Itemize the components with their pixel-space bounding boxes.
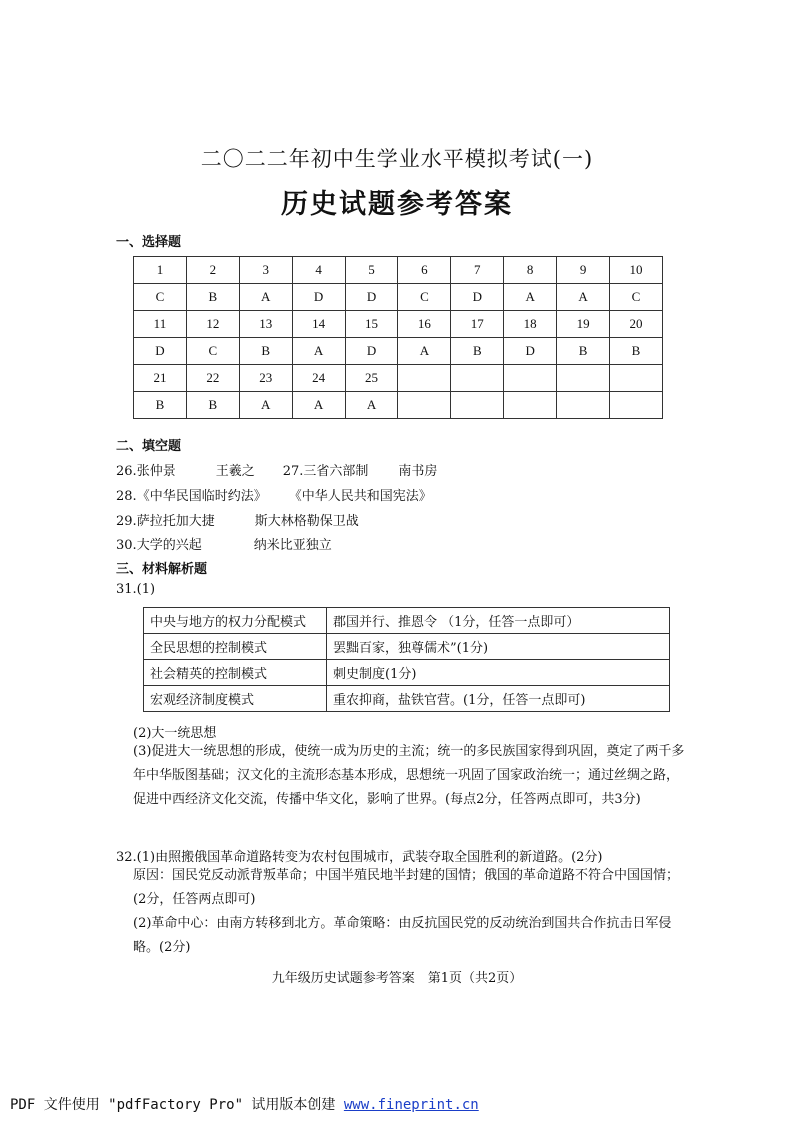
- fill-item-30: [116, 534, 332, 553]
- table-cell: 社会精英的控制模式: [144, 660, 327, 686]
- table-cell: B: [186, 392, 239, 419]
- material-table: [143, 607, 670, 712]
- table-row: [134, 257, 663, 284]
- table-cell: B: [451, 338, 504, 365]
- answer-31-3: (3)促进大一统思想的形成，使统一成为历史的主流；统一的多民族国家得到巩固，奠定了两千多年中华版图基础；汉文化的主流形态基本形成，思想统一巩固了国家政治统一；通过丝绸之路，促进中西经济文化交流，传播中华文化，影响了世界。(每点2分，任答两点即可，共3分): [133, 744, 685, 807]
- table-cell: 6: [398, 257, 451, 284]
- table-cell: 22: [186, 365, 239, 392]
- table-cell: [451, 392, 504, 419]
- section-heading-analysis: 三、材料解析题: [116, 562, 208, 577]
- question-31-label: 31.(1): [116, 582, 156, 597]
- table-cell: B: [186, 284, 239, 311]
- table-cell: 21: [134, 365, 187, 392]
- table-row: [134, 284, 663, 311]
- table-cell: 郡国并行、推恩令 （1分，任答一点即可）: [327, 608, 670, 634]
- table-cell: [504, 392, 557, 419]
- table-cell: [610, 392, 663, 419]
- table-cell: 17: [451, 311, 504, 338]
- fill-answer: 纳米比亚独立: [253, 538, 332, 553]
- table-cell: A: [239, 392, 292, 419]
- table-cell: 刺史制度(1分): [327, 660, 670, 686]
- table-cell: C: [398, 284, 451, 311]
- table-cell: 罢黜百家，独尊儒术”(1分): [327, 634, 670, 660]
- table-cell: 16: [398, 311, 451, 338]
- table-cell: 9: [557, 257, 610, 284]
- section-heading-fill: 二、填空题: [116, 439, 182, 454]
- table-row: [144, 608, 670, 634]
- table-cell: 13: [239, 311, 292, 338]
- fill-answer: 大学的兴起: [136, 538, 202, 553]
- fill-answer: 《中华人民共和国宪法》: [288, 489, 432, 504]
- fill-answer: 斯大林格勒保卫战: [254, 514, 359, 529]
- table-cell: 20: [610, 311, 663, 338]
- fill-number: 29.: [116, 514, 137, 529]
- table-cell: A: [504, 284, 557, 311]
- table-cell: 10: [610, 257, 663, 284]
- table-cell: 8: [504, 257, 557, 284]
- table-cell: 7: [451, 257, 504, 284]
- table-cell: [504, 365, 557, 392]
- fill-number: 30.: [116, 538, 137, 553]
- exam-title: 二〇二二年初中生学业水平模拟考试(一): [200, 147, 594, 171]
- table-cell: B: [134, 392, 187, 419]
- table-cell: 12: [186, 311, 239, 338]
- table-cell: B: [610, 338, 663, 365]
- table-cell: [610, 365, 663, 392]
- table-cell: [398, 365, 451, 392]
- table-cell: B: [239, 338, 292, 365]
- table-cell: A: [345, 392, 398, 419]
- table-cell: 4: [292, 257, 345, 284]
- table-cell: 25: [345, 365, 398, 392]
- table-cell: 18: [504, 311, 557, 338]
- table-cell: 5: [345, 257, 398, 284]
- fill-number: 26.: [116, 464, 137, 479]
- table-cell: C: [186, 338, 239, 365]
- table-cell: 3: [239, 257, 292, 284]
- table-cell: 14: [292, 311, 345, 338]
- table-row: [134, 365, 663, 392]
- table-cell: A: [398, 338, 451, 365]
- table-cell: D: [345, 338, 398, 365]
- table-cell: B: [557, 338, 610, 365]
- table-cell: A: [557, 284, 610, 311]
- table-cell: D: [345, 284, 398, 311]
- table-cell: [557, 392, 610, 419]
- answer-32-1: 32.(1)由照搬俄国革命道路转变为农村包围城市，武装夺取全国胜利的新道路。(2分): [116, 850, 603, 865]
- fineprint-link[interactable]: www.fineprint.cn: [343, 1097, 479, 1113]
- table-cell: C: [610, 284, 663, 311]
- table-row: [144, 660, 670, 686]
- table-cell: 15: [345, 311, 398, 338]
- table-cell: D: [134, 338, 187, 365]
- table-cell: D: [292, 284, 345, 311]
- table-cell: D: [451, 284, 504, 311]
- table-cell: 中央与地方的权力分配模式: [144, 608, 327, 634]
- page-title: 历史试题参考答案: [281, 189, 513, 220]
- answer-32-reason: 原因：国民党反动派背叛革命；中国半殖民地半封建的国情；俄国的革命道路不符合中国国情；(2分，任答两点即可): [133, 868, 680, 907]
- fill-item-26: [116, 460, 437, 479]
- table-cell: 19: [557, 311, 610, 338]
- answer-32-2: (2)革命中心：由南方转移到北方。革命策略：由反抗国民党的反动统治到国共合作抗击日军侵略。(2分): [133, 916, 672, 955]
- pdf-note-text: PDF 文件使用 "pdfFactory Pro" 试用版本创建: [10, 1097, 344, 1113]
- table-cell: A: [292, 338, 345, 365]
- section-heading-choice: 一、选择题: [116, 235, 182, 250]
- table-cell: 重农抑商，盐铁官营。(1分，任答一点即可): [327, 686, 670, 712]
- table-cell: 2: [186, 257, 239, 284]
- table-cell: 宏观经济制度模式: [144, 686, 327, 712]
- pdf-watermark-note: [10, 1094, 479, 1114]
- table-cell: A: [239, 284, 292, 311]
- fill-answer: 萨拉托加大捷: [136, 514, 215, 529]
- table-cell: D: [504, 338, 557, 365]
- fill-answer: 南书房: [398, 464, 438, 479]
- table-cell: 24: [292, 365, 345, 392]
- answer-table: [133, 256, 663, 419]
- table-row: [134, 392, 663, 419]
- fill-answer: 张仲景: [136, 464, 176, 479]
- table-cell: 1: [134, 257, 187, 284]
- fill-item-28: [116, 485, 432, 504]
- table-cell: C: [134, 284, 187, 311]
- table-cell: [451, 365, 504, 392]
- table-row: [134, 338, 663, 365]
- table-row: [144, 634, 670, 660]
- table-row: [144, 686, 670, 712]
- answer-31-2: (2)大一统思想: [133, 726, 217, 741]
- fill-answer: 王羲之: [215, 464, 255, 479]
- table-cell: [557, 365, 610, 392]
- fill-answer: 《中华民国临时约法》: [136, 489, 267, 504]
- page-footer: 九年级历史试题参考答案 第1页（共2页）: [271, 971, 523, 986]
- table-cell: [398, 392, 451, 419]
- table-cell: 23: [239, 365, 292, 392]
- table-cell: 11: [134, 311, 187, 338]
- table-cell: A: [292, 392, 345, 419]
- table-row: [134, 311, 663, 338]
- fill-answer: 27.三省六部制: [282, 464, 369, 479]
- fill-number: 28.: [116, 489, 137, 504]
- table-cell: 全民思想的控制模式: [144, 634, 327, 660]
- fill-item-29: [116, 510, 359, 529]
